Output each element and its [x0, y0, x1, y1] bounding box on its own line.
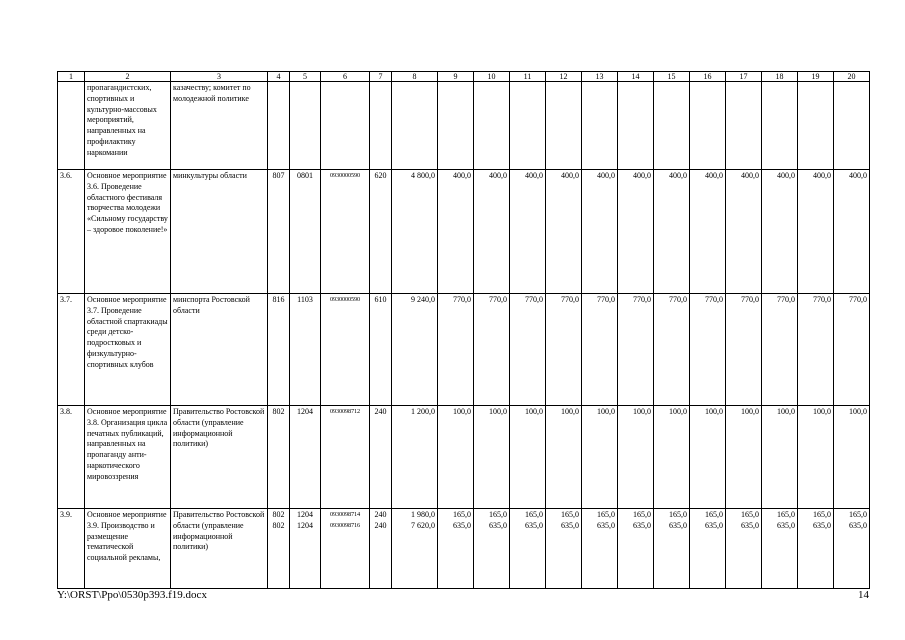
total-amount	[392, 170, 438, 294]
year-amount-value: 770,0	[777, 295, 795, 304]
year-amount-value: 165,0	[597, 510, 615, 519]
total-amount	[392, 509, 438, 589]
year-amount-value: 770,0	[561, 295, 579, 304]
grbs-code-value: 816	[272, 295, 285, 304]
year-amount	[834, 294, 870, 406]
year-amount	[618, 406, 654, 509]
grbs-code	[268, 294, 290, 406]
column-number: 7	[370, 72, 392, 82]
year-amount-value: 635,0	[489, 520, 507, 530]
year-amount-value: 400,0	[561, 171, 579, 180]
year-amount	[726, 82, 762, 170]
column-number: 9	[438, 72, 474, 82]
year-amount	[438, 82, 474, 170]
year-amount-value: 100,0	[705, 407, 723, 416]
year-amount	[546, 294, 582, 406]
total-amount-value: 4 800,0	[411, 171, 435, 180]
year-amount-value: 770,0	[705, 295, 723, 304]
table-row	[58, 406, 870, 509]
year-amount-value: 635,0	[633, 520, 651, 530]
year-amount-value: 770,0	[489, 295, 507, 304]
total-amount	[392, 82, 438, 170]
grbs-code	[268, 509, 290, 589]
year-amount-value: 635,0	[741, 520, 759, 530]
rzpr-code	[290, 509, 321, 589]
year-amount-value: 635,0	[453, 520, 471, 530]
page-number: 14	[858, 589, 869, 601]
rzpr-code	[290, 82, 321, 170]
year-amount	[798, 406, 834, 509]
column-number: 16	[690, 72, 726, 82]
column-number: 2	[85, 72, 171, 82]
year-amount-value: 100,0	[849, 407, 867, 416]
rzpr-code-value: 1204	[297, 407, 313, 416]
year-amount	[654, 406, 690, 509]
year-amount-value: 100,0	[669, 407, 687, 416]
vr-code	[370, 509, 392, 589]
year-amount-value: 165,0	[561, 510, 579, 519]
year-amount-value: 165,0	[741, 510, 759, 519]
year-amount	[690, 509, 726, 589]
year-amount	[690, 406, 726, 509]
column-number: 15	[654, 72, 690, 82]
year-amount-value: 635,0	[597, 520, 615, 530]
year-amount-value: 100,0	[453, 407, 471, 416]
csr-code	[321, 406, 370, 509]
vr-code-value: 240	[374, 510, 387, 519]
rzpr-code	[290, 406, 321, 509]
year-amount-value: 400,0	[741, 171, 759, 180]
event-name: Основное мероприятие 3.9. Производство и размещение тематической социальной рекламы,	[85, 509, 171, 589]
year-amount-value: 100,0	[777, 407, 795, 416]
table-row	[58, 82, 870, 170]
event-name: Основное мероприятие 3.8. Организация цикла печатных публикаций, направленных на пропаганду анти-наркотического мировоззрения	[85, 406, 171, 509]
year-amount	[654, 294, 690, 406]
year-amount	[726, 294, 762, 406]
year-amount-value: 400,0	[813, 171, 831, 180]
total-amount	[392, 406, 438, 509]
year-amount	[762, 294, 798, 406]
year-amount	[510, 82, 546, 170]
year-amount	[654, 82, 690, 170]
rzpr-code-value: 1103	[297, 295, 313, 304]
year-amount-value: 100,0	[633, 407, 651, 416]
year-amount-value: 165,0	[489, 510, 507, 519]
year-amount	[726, 170, 762, 294]
year-amount-value: 770,0	[525, 295, 543, 304]
year-amount	[834, 509, 870, 589]
year-amount-value: 770,0	[633, 295, 651, 304]
executor: Правительство Ростовской области (управление информационной политики)	[171, 406, 268, 509]
budget-table	[57, 71, 870, 589]
year-amount	[690, 170, 726, 294]
grbs-code-value: 802	[272, 407, 285, 416]
rzpr-code-value: 1204	[297, 520, 313, 530]
year-amount-value: 400,0	[453, 171, 471, 180]
year-amount	[582, 294, 618, 406]
total-amount-value: 1 980,0	[411, 510, 435, 519]
year-amount-value: 400,0	[633, 171, 651, 180]
year-amount	[618, 294, 654, 406]
year-amount	[582, 406, 618, 509]
year-amount	[654, 170, 690, 294]
column-number: 18	[762, 72, 798, 82]
year-amount-value: 635,0	[849, 520, 867, 530]
year-amount-value: 165,0	[705, 510, 723, 519]
column-number: 1	[58, 72, 85, 82]
column-number: 6	[321, 72, 370, 82]
executor: казачеству; комитет по молодежной политике	[171, 82, 268, 170]
event-name: Основное мероприятие 3.6. Проведение областного фестиваля творчества молодежи «Сильному государству – здоровое поколение!»	[85, 170, 171, 294]
year-amount	[762, 406, 798, 509]
year-amount-value: 165,0	[849, 510, 867, 519]
executor: минспорта Ростовской области	[171, 294, 268, 406]
year-amount	[798, 82, 834, 170]
total-amount-value: 7 620,0	[411, 520, 435, 530]
column-number: 20	[834, 72, 870, 82]
year-amount-value: 100,0	[525, 407, 543, 416]
vr-code	[370, 406, 392, 509]
table-body	[58, 82, 870, 589]
year-amount	[798, 170, 834, 294]
year-amount	[762, 509, 798, 589]
rzpr-code-value: 1204	[297, 510, 313, 519]
year-amount	[798, 294, 834, 406]
year-amount	[546, 509, 582, 589]
year-amount-value: 400,0	[777, 171, 795, 180]
year-amount-value: 635,0	[561, 520, 579, 530]
year-amount-value: 770,0	[741, 295, 759, 304]
year-amount-value: 165,0	[453, 510, 471, 519]
year-amount	[546, 170, 582, 294]
grbs-code-value: 802	[272, 510, 285, 519]
footer-file-path: Y:\ORST\Ppo\0530p393.f19.docx	[57, 589, 207, 601]
grbs-code-value: 807	[272, 171, 285, 180]
year-amount	[474, 509, 510, 589]
year-amount-value: 165,0	[669, 510, 687, 519]
year-amount	[726, 406, 762, 509]
table-row	[58, 170, 870, 294]
column-number: 12	[546, 72, 582, 82]
year-amount-value: 635,0	[777, 520, 795, 530]
year-amount	[474, 82, 510, 170]
csr-code-value: 0930098716	[330, 521, 360, 529]
year-amount-value: 100,0	[597, 407, 615, 416]
year-amount	[474, 294, 510, 406]
year-amount-value: 165,0	[813, 510, 831, 519]
executor: минкультуры области	[171, 170, 268, 294]
csr-code	[321, 82, 370, 170]
vr-code-value: 240	[374, 407, 387, 416]
event-name: Основное мероприятие 3.7. Проведение областной спартакиады среди детско-подростковых и физкультурно-спортивных клубов	[85, 294, 171, 406]
year-amount	[618, 170, 654, 294]
year-amount-value: 770,0	[453, 295, 471, 304]
grbs-code	[268, 170, 290, 294]
column-number: 11	[510, 72, 546, 82]
year-amount	[510, 170, 546, 294]
csr-code-value: 0930000590	[330, 172, 360, 179]
column-number: 3	[171, 72, 268, 82]
csr-code	[321, 294, 370, 406]
vr-code-value: 610	[374, 295, 387, 304]
column-number: 10	[474, 72, 510, 82]
year-amount-value: 770,0	[669, 295, 687, 304]
column-number: 19	[798, 72, 834, 82]
year-amount-value: 400,0	[669, 171, 687, 180]
year-amount	[510, 294, 546, 406]
year-amount-value: 770,0	[813, 295, 831, 304]
total-amount-value: 1 200,0	[411, 407, 435, 416]
year-amount-value: 165,0	[633, 510, 651, 519]
year-amount	[762, 170, 798, 294]
grbs-code-value: 802	[272, 520, 285, 530]
total-amount-value: 9 240,0	[411, 295, 435, 304]
vr-code	[370, 82, 392, 170]
column-number: 5	[290, 72, 321, 82]
year-amount	[438, 509, 474, 589]
vr-code-value: 620	[374, 171, 387, 180]
vr-code-value: 240	[374, 520, 387, 530]
grbs-code	[268, 406, 290, 509]
executor: Правительство Ростовской области (управление информационной политики)	[171, 509, 268, 589]
year-amount-value: 400,0	[705, 171, 723, 180]
year-amount-value: 400,0	[597, 171, 615, 180]
year-amount	[546, 406, 582, 509]
year-amount	[582, 509, 618, 589]
year-amount	[474, 406, 510, 509]
year-amount-value: 770,0	[849, 295, 867, 304]
year-amount-value: 100,0	[561, 407, 579, 416]
row-number: 3.7.	[58, 294, 85, 406]
year-amount	[834, 406, 870, 509]
year-amount-value: 165,0	[777, 510, 795, 519]
rzpr-code	[290, 294, 321, 406]
csr-code-value: 0930098712	[330, 408, 360, 415]
year-amount-value: 635,0	[705, 520, 723, 530]
year-amount	[582, 82, 618, 170]
column-number: 8	[392, 72, 438, 82]
year-amount-value: 400,0	[849, 171, 867, 180]
csr-code	[321, 509, 370, 589]
table-row	[58, 509, 870, 589]
year-amount	[834, 82, 870, 170]
row-number: 3.9.	[58, 509, 85, 589]
year-amount	[546, 82, 582, 170]
column-number: 17	[726, 72, 762, 82]
year-amount	[654, 509, 690, 589]
column-number: 4	[268, 72, 290, 82]
column-number: 13	[582, 72, 618, 82]
year-amount-value: 635,0	[525, 520, 543, 530]
year-amount-value: 635,0	[813, 520, 831, 530]
row-number: 3.8.	[58, 406, 85, 509]
year-amount-value: 165,0	[525, 510, 543, 519]
year-amount-value: 100,0	[489, 407, 507, 416]
year-amount	[798, 509, 834, 589]
vr-code	[370, 170, 392, 294]
column-number: 14	[618, 72, 654, 82]
vr-code	[370, 294, 392, 406]
csr-code-value: 0930098714	[330, 511, 360, 518]
year-amount-value: 100,0	[741, 407, 759, 416]
year-amount	[438, 170, 474, 294]
year-amount	[690, 294, 726, 406]
year-amount	[618, 509, 654, 589]
year-amount	[582, 170, 618, 294]
year-amount	[438, 406, 474, 509]
grbs-code	[268, 82, 290, 170]
year-amount-value: 770,0	[597, 295, 615, 304]
year-amount	[510, 509, 546, 589]
year-amount-value: 635,0	[669, 520, 687, 530]
year-amount	[438, 294, 474, 406]
year-amount	[510, 406, 546, 509]
total-amount	[392, 294, 438, 406]
year-amount-value: 400,0	[489, 171, 507, 180]
rzpr-code-value: 0801	[297, 171, 313, 180]
year-amount	[690, 82, 726, 170]
csr-code-value: 0930000590	[330, 296, 360, 303]
year-amount-value: 400,0	[525, 171, 543, 180]
event-name: пропагандистских, спортивных и культурно-массовых мероприятий, направленных на профилактику наркомании	[85, 82, 171, 170]
year-amount-value: 100,0	[813, 407, 831, 416]
year-amount	[726, 509, 762, 589]
year-amount	[618, 82, 654, 170]
row-number: 3.6.	[58, 170, 85, 294]
column-number-row	[58, 72, 870, 82]
year-amount	[474, 170, 510, 294]
csr-code	[321, 170, 370, 294]
row-number	[58, 82, 85, 170]
table-row	[58, 294, 870, 406]
year-amount	[834, 170, 870, 294]
year-amount	[762, 82, 798, 170]
rzpr-code	[290, 170, 321, 294]
